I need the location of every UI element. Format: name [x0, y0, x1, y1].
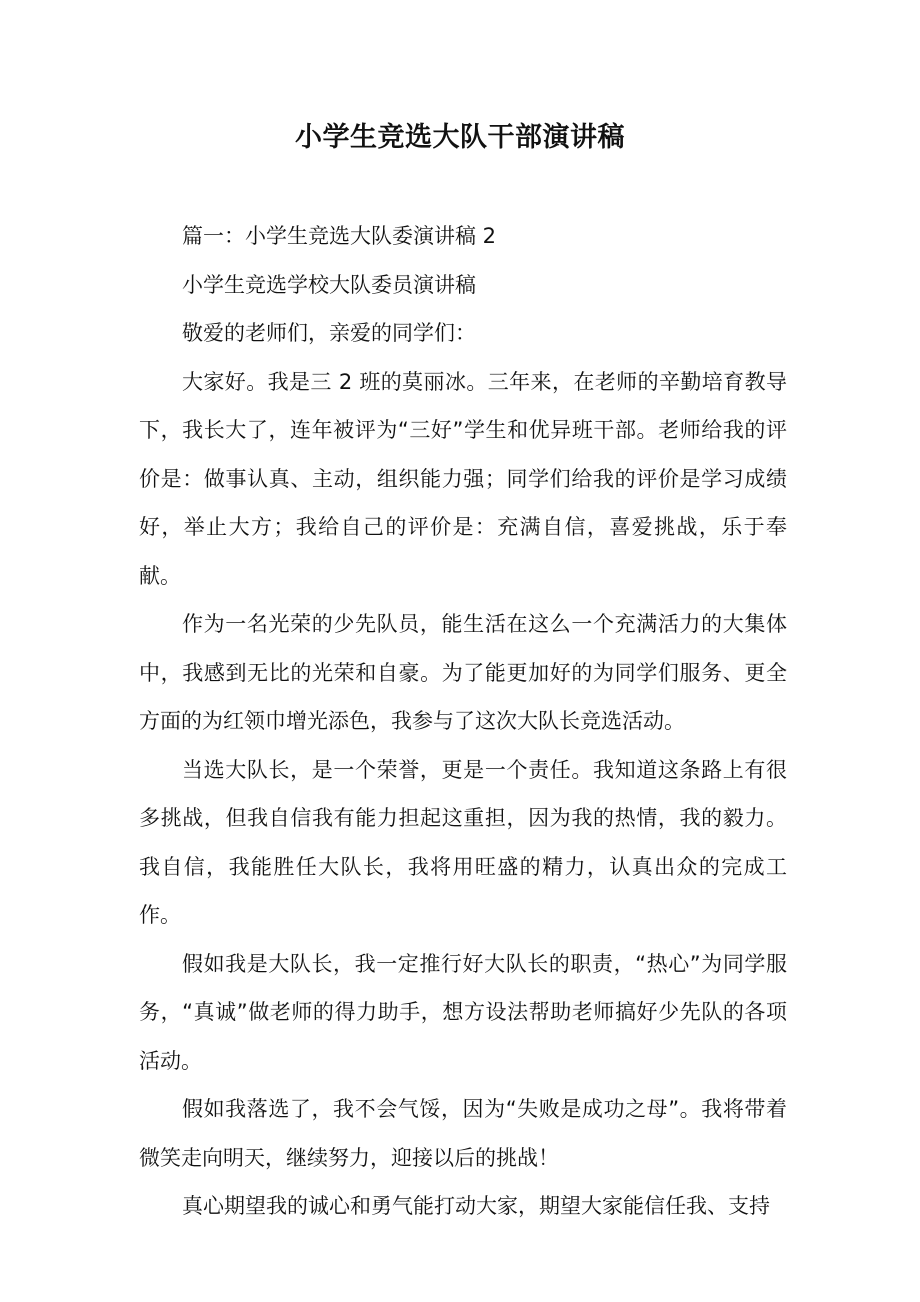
paragraph-if-not-elected: 假如我落选了，我不会气馁，因为“失败是成功之母”。我将带着微笑走向明天，继续努力，迎接以后的挑战！ [139, 1097, 787, 1170]
document-title: 小学生竞选大队干部演讲稿 [295, 122, 625, 153]
paragraph-speech-title: 小学生竞选学校大队委员演讲稿 [182, 272, 476, 297]
document-body [139, 212, 787, 1231]
paragraph-introduction: 大家好。我是三 2 班的莫丽冰。三年来，在老师的辛勤培育教导下，我长大了，连年被评为“三好”学生和优异班干部。老师给我的评价是：做事认真、主动，组织能力强；同学们给我的评价是学习成绩好，举止大方；我给自己的评价是：充满自信，喜爱挑战，乐于奉献。 [139, 369, 787, 588]
paragraph-salutation: 敬爱的老师们，亲爱的同学们： [182, 321, 476, 345]
paragraph-article-heading: 篇一：小学生竞选大队委演讲稿 2 [182, 224, 497, 248]
paragraph-responsibility: 当选大队长，是一个荣誉，更是一个责任。我知道这条路上有很多挑战，但我自信我有能力担起这重担，因为我的热情，我的毅力。我自信，我能胜任大队长，我将用旺盛的精力，认真出众的完成工作。 [139, 757, 787, 927]
paragraph-closing: 真心期望我的诚心和勇气能打动大家，期望大家能信任我、支持 [182, 1194, 770, 1218]
paragraph-if-elected: 假如我是大队长，我一定推行好大队长的职责，“热心”为同学服务，“真诚”做老师的得力助手，想方设法帮助老师搞好少先队的各项活动。 [139, 951, 787, 1073]
paragraph-motivation: 作为一名光荣的少先队员，能生活在这么一个充满活力的大集体中，我感到无比的光荣和自豪。为了能更加好的为同学们服务、更全方面的为红领巾增光添色，我参与了这次大队长竞选活动。 [139, 612, 787, 733]
